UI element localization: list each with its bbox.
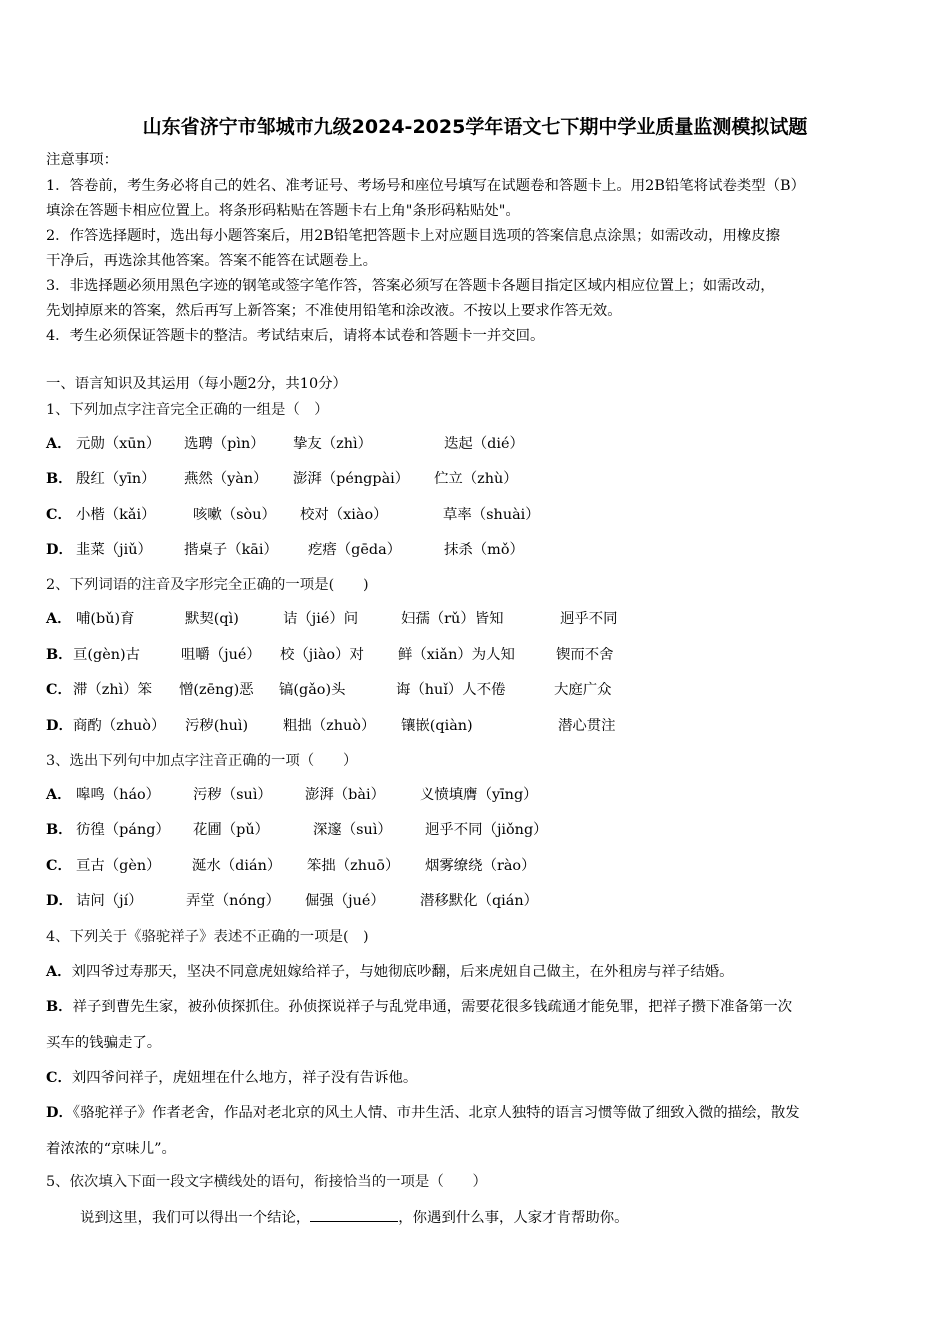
question-stem: 2、下列词语的注音及字形完全正确的一项是( ) [46,577,369,593]
option-line-cont: 买车的钱骗走了。 [46,1035,162,1051]
option-text: 刘四爷问祥子，虎妞埋在什么地方，祥子没有告诉他。 [71,1070,418,1086]
option-item: 镐(gǎo)头 [279,682,346,698]
option-line [46,997,792,1017]
option-label: A． [46,610,72,627]
passage-text: ，你遇到什么事，人家才肯帮助你。 [398,1210,629,1226]
option-item: 彷徨（páng） [76,822,170,838]
option-item: 挚友（zhì） [293,436,373,452]
option-item: 嗥鸣（háo） [76,787,161,803]
question-stem: 1、下列加点字注音完全正确的一组是（ ） [46,402,329,418]
option-item: 潜心贯注 [558,718,616,734]
option-item: 抹杀（mǒ） [444,542,524,558]
option-item: 亘(gèn)古 [73,647,141,663]
option-item: 滞（zhì）笨 [73,682,153,698]
option-item: 韭菜（jiǔ） [76,542,152,558]
notice-heading: 注意事项： [46,152,118,168]
option-item: 默契(qì) [185,611,239,627]
option-item: 涎水（dián） [192,858,282,874]
option-line [46,1103,800,1123]
option-item: 澎湃（péngpài） [293,471,410,487]
option-item: 殷红（yīn） [76,471,156,487]
option-item: 揩桌子（kāi） [184,542,278,558]
option-item: 大庭广众 [554,682,612,698]
option-item: 迥乎不同 [560,611,618,627]
fill-blank [310,1207,398,1222]
option-item: 咀嚼（jué） [181,647,261,663]
option-item: 校对（xiào） [300,507,388,523]
option-item: 锲而不舍 [556,647,614,663]
option-item: 镶嵌(qiàn) [401,718,473,734]
option-item: 元勋（xūn） [76,436,161,452]
option-label: B． [46,646,73,663]
option-item: 澎湃（bài） [305,787,385,803]
option-label: D． [46,1104,73,1121]
option-item: 选聘（pìn） [184,436,265,452]
option-item: 迭起（dié） [444,436,524,452]
option-text: 刘四爷过寿那天，坚决不同意虎妞嫁给祥子，与她彻底吵翻，后来虎妞自己做主，在外租房与祥子结婚。 [71,964,734,980]
option-item: 诘问（jí） [76,893,143,909]
page-title: 山东省济宁市邹城市九级2024-2025学年语文七下期中学业质量监测模拟试题 [142,116,808,138]
question-stem: 5、依次填入下面一段文字横线处的语句，衔接恰当的一项是（ ） [46,1174,487,1190]
option-label: A． [46,435,72,452]
question-stem: 3、选出下列句中加点字注音正确的一项（ ） [46,753,358,769]
option-item: 诲（huǐ）人不倦 [396,682,506,698]
option-item: 校（jiào）对 [280,647,364,663]
option-label: A． [46,963,72,980]
option-item: 弄堂（nóng） [186,893,280,909]
question-stem: 4、下列关于《骆驼祥子》表述不正确的一项是( ) [46,929,369,945]
question-passage [80,1207,629,1228]
option-item: 鲜（xiǎn）为人知 [398,647,515,663]
notice-line: 先划掉原来的答案，然后再写上新答案；不准使用铅笔和涂改液。不按以上要求作答无效。 [46,303,622,319]
notice-line: 1．答卷前，考生务必将自己的姓名、准考证号、考场号和座位号填写在试题卷和答题卡上。用2B铅笔将试卷类型（B） [46,178,805,194]
passage-text: 说到这里，我们可以得出一个结论， [80,1210,311,1226]
option-label: C． [46,1069,72,1086]
option-item: 商酌（zhuò） [73,718,166,734]
option-item: 草率（shuài） [443,507,540,523]
option-item: 笨拙（zhuō） [307,858,400,874]
option-item: 咳嗽（sòu） [193,507,276,523]
option-item: 诘（jié）问 [283,611,359,627]
option-item: 污秽（suì） [193,787,272,803]
option-item: 燕然（yàn） [184,471,268,487]
option-item: 伫立（zhù） [434,471,518,487]
option-label: B． [46,821,73,838]
option-line-cont: 着浓浓的“京味儿”。 [46,1141,176,1157]
option-item: 潜移默化（qián） [420,893,539,909]
option-label: C． [46,857,72,874]
notice-line: 2．作答选择题时，选出每小题答案后，用2B铅笔把答题卡上对应题目选项的答案信息点涂黑；如需改动，用橡皮擦 [46,228,781,244]
option-item: 污秽(huì) [185,718,249,734]
notice-line: 填涂在答题卡相应位置上。将条形码粘贴在答题卡右上角"条形码粘贴处"。 [46,203,520,219]
option-item: 妇孺（rǔ）皆知 [401,611,504,627]
option-text: 祥子到曹先生家，被孙侦探抓住。孙侦探说祥子与乱党串通，需要花很多钱疏通才能免罪，把祥子攒下准备第一次 [72,999,793,1015]
option-item: 哺(bǔ)育 [76,611,135,627]
option-item: 烟雾缭绕（rào） [425,858,536,874]
option-item: 花圃（pǔ） [193,822,270,838]
option-line [46,962,734,982]
notice-line: 4．考生必须保证答题卡的整洁。考试结束后，请将本试卷和答题卡一并交回。 [46,328,545,344]
option-item: 倔强（jué） [305,893,385,909]
notice-line: 3．非选择题必须用黑色字迹的钢笔或签字笔作答，答案必须写在答题卡各题目指定区域内相应位置上；如需改动， [46,278,775,294]
option-item: 疙瘩（gēda） [308,542,402,558]
option-label: D． [46,892,73,909]
section-heading: 一、语言知识及其运用（每小题2分，共10分） [46,376,347,392]
option-item: 义愤填膺（yīng） [420,787,538,803]
option-item: 粗拙（zhuò） [283,718,376,734]
option-item: 迥乎不同（jiǒng） [425,822,548,838]
option-item: 亘古（gèn） [76,858,161,874]
option-item: 小楷（kǎi） [76,507,156,523]
option-item: 憎(zēng)恶 [179,682,254,698]
option-label: B． [46,998,73,1015]
option-label: C． [46,681,72,698]
option-label: D． [46,717,73,734]
option-label: A． [46,786,72,803]
option-label: B． [46,470,73,487]
option-text: 《骆驼祥子》作者老舍，作品对老北京的风土人情、市井生活、北京人独特的语言习惯等做了细致入微的描绘，散发 [72,1105,800,1121]
option-label: C． [46,506,72,523]
option-label: D． [46,541,73,558]
option-item: 深邃（suì） [313,822,392,838]
option-line [46,1068,417,1088]
notice-line: 干净后，再选涂其他答案。答案不能答在试题卷上。 [46,253,377,269]
